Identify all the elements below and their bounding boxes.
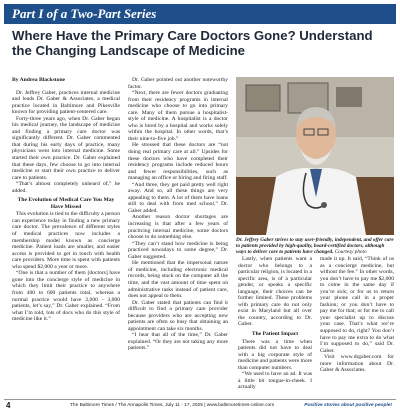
paragraph: Dr. Gaber pointed out another noteworthy factor. bbox=[128, 77, 228, 90]
paragraph: He mentioned that the impersonal nature of medicine, including electronic medical records, being stuck on the computer all the time, and the vast amount of time spent on administrative tasks instead of patient care, does not appeal to them. bbox=[128, 260, 228, 300]
doctor-photo-illustration bbox=[236, 77, 394, 235]
paragraph: There was a time when patients did not have to deal with a big corporate style of medicine and patients were more than computer numbers. bbox=[238, 338, 312, 371]
paragraph: He stressed that these doctors are “not doing real primary care at all.” Upsides for these doctors who have completed their residency programs include reduced hours and fewer responsibilities, such as managing an office or hiring and firing staff. bbox=[128, 142, 228, 182]
page-footer bbox=[4, 399, 396, 410]
paragraph: Forty-three years ago, when Dr. Gaber began his medical journey, the landscape of medicine and finding a primary care doctor was significantly different. Dr. Gaber commented that during his early days of practice, many physicians went into internal medicine. Some started their own practice. Dr. Gaber explained that these days, few choose to go into internal medicine or start their own practice to deliver care to patients. bbox=[12, 115, 120, 181]
paragraph: Lastly, when patients want a doctor who belongs to a particular religion, is located in a specific area, is of a particular gender, or speaks a specific language, their choices can be further limited. These problems with primary care do not only exist in Maryland but all over the country, according to Dr. Gaber. bbox=[238, 256, 312, 328]
article-column-3 bbox=[238, 256, 312, 396]
paragraph: “One is that a number of them [doctors] have gone into the concierge style of medicine in which they limit their practice to anywhere from 400 to 600 patients total, whereas a normal practice would have 2,000 - 3,000 patients, let’s say,” Dr. Gaber explained. “From what I’m told, lots of docs who do this style of medicine like it.” bbox=[12, 270, 120, 323]
photo-credit: Courtesy photo bbox=[334, 249, 367, 256]
paragraph: made it up. It said, “Think of us as a concierge medicine, but without the fee.” In other words, you don’t have to pay me $2,000 to come in the same day if you’re sick; or for us to return your phone call in a proper fashion; or you don’t have to pay me for that; or for me to call your specialist up to discuss your case. That’s what we’re supposed to do, right? You don’t have to pay me extra to do what I’m supposed to do,” said Dr. Gaber. bbox=[320, 256, 394, 354]
paragraph: Another reason doctor shortages are increasing is that after a few years of practicing internal medicine, some doctors choose to do something else. bbox=[128, 214, 228, 241]
article-column-4 bbox=[320, 256, 394, 396]
series-banner bbox=[4, 4, 396, 24]
section-subhead: The Evolution of Medical Care You May Have Missed bbox=[17, 197, 115, 210]
paragraph: “I hear that all of the time,” Dr. Gaber explained. “Or they are not taking any more patients.” bbox=[128, 332, 228, 352]
photo-caption bbox=[236, 237, 394, 255]
paragraph: “Next, there are fewer doctors graduating from their residency programs in internal medicine who choose to go into primary care. Many of them pursue a hospitalist-style of medicine. A hospitalist is a doctor who is hired by a hospital and works solely within the hospital. In other words, that’s their nine-to-five job.” bbox=[128, 90, 228, 142]
caption-text: Dr. Jeffrey Gaber strives to stay user-friendly, independent, and offer care to patients provided by high-quality, board-certified doctors, although ways to deliver care to patients have changed. bbox=[236, 237, 394, 256]
banner-text: Part I of a Two-Part Series bbox=[12, 6, 157, 21]
article-column-2 bbox=[128, 77, 228, 397]
paragraph: “That’s almost completely unheard of,” he added. bbox=[12, 181, 120, 194]
section-subhead: The Patient Impact bbox=[251, 331, 299, 338]
paragraph: “And three, they get paid pretty well right away. And so, all these things are very appealing to them. A lot of them have loans still to deal with from med school,” Dr. Gaber added. bbox=[128, 181, 228, 214]
footer-tagline: Positive stories about positive people! bbox=[304, 403, 392, 408]
article-headline: Where Have the Primary Care Doctors Gone? Understand the Changing Landscape of Medicine bbox=[12, 28, 373, 58]
paragraph: “They can’t stand how medicine is being practiced nowadays to some degree,” Dr. Gaber suggested. bbox=[128, 240, 228, 260]
paragraph: Dr. Jeffrey Gaber, practices internal medicine and leads Dr. Gaber & Associates, a medical practice located in Baltimore and Pikesville known for providing patient-centered care. bbox=[12, 89, 120, 116]
paragraph: Visit www.drgaber.com for more information about Dr. Gaber & Associates. bbox=[320, 354, 394, 374]
paragraph: This evolution is tied to the difficulty a person can experience today in finding a new primary care doctor. The prevalence of different styles of medical practices now includes a membership model known as concierge medicine. Patient loads are smaller, and easier access is provided to get in touch with health care providers. More time is spent with patients who spend $2,000 a year or more. bbox=[12, 211, 120, 270]
page-number: 4 bbox=[6, 401, 11, 410]
doctor-photo bbox=[236, 77, 394, 235]
paragraph: “We used to have an ad. It was a little bit tongue-in-cheek. I actually bbox=[238, 371, 312, 391]
publication-info: The Baltimore Times / The Annapolis Times, July 11 - 17, 2025 | www.baltimoretimes-online.com bbox=[70, 403, 275, 408]
byline: By Andrea Blackstone bbox=[12, 77, 66, 83]
paragraph: Dr. Gaber stated that patients can find it difficult to find a primary care provider because providers who are accepting new patients are often so busy that obtaining an appointment can take six months. bbox=[128, 299, 228, 332]
article-column-1 bbox=[12, 77, 120, 397]
